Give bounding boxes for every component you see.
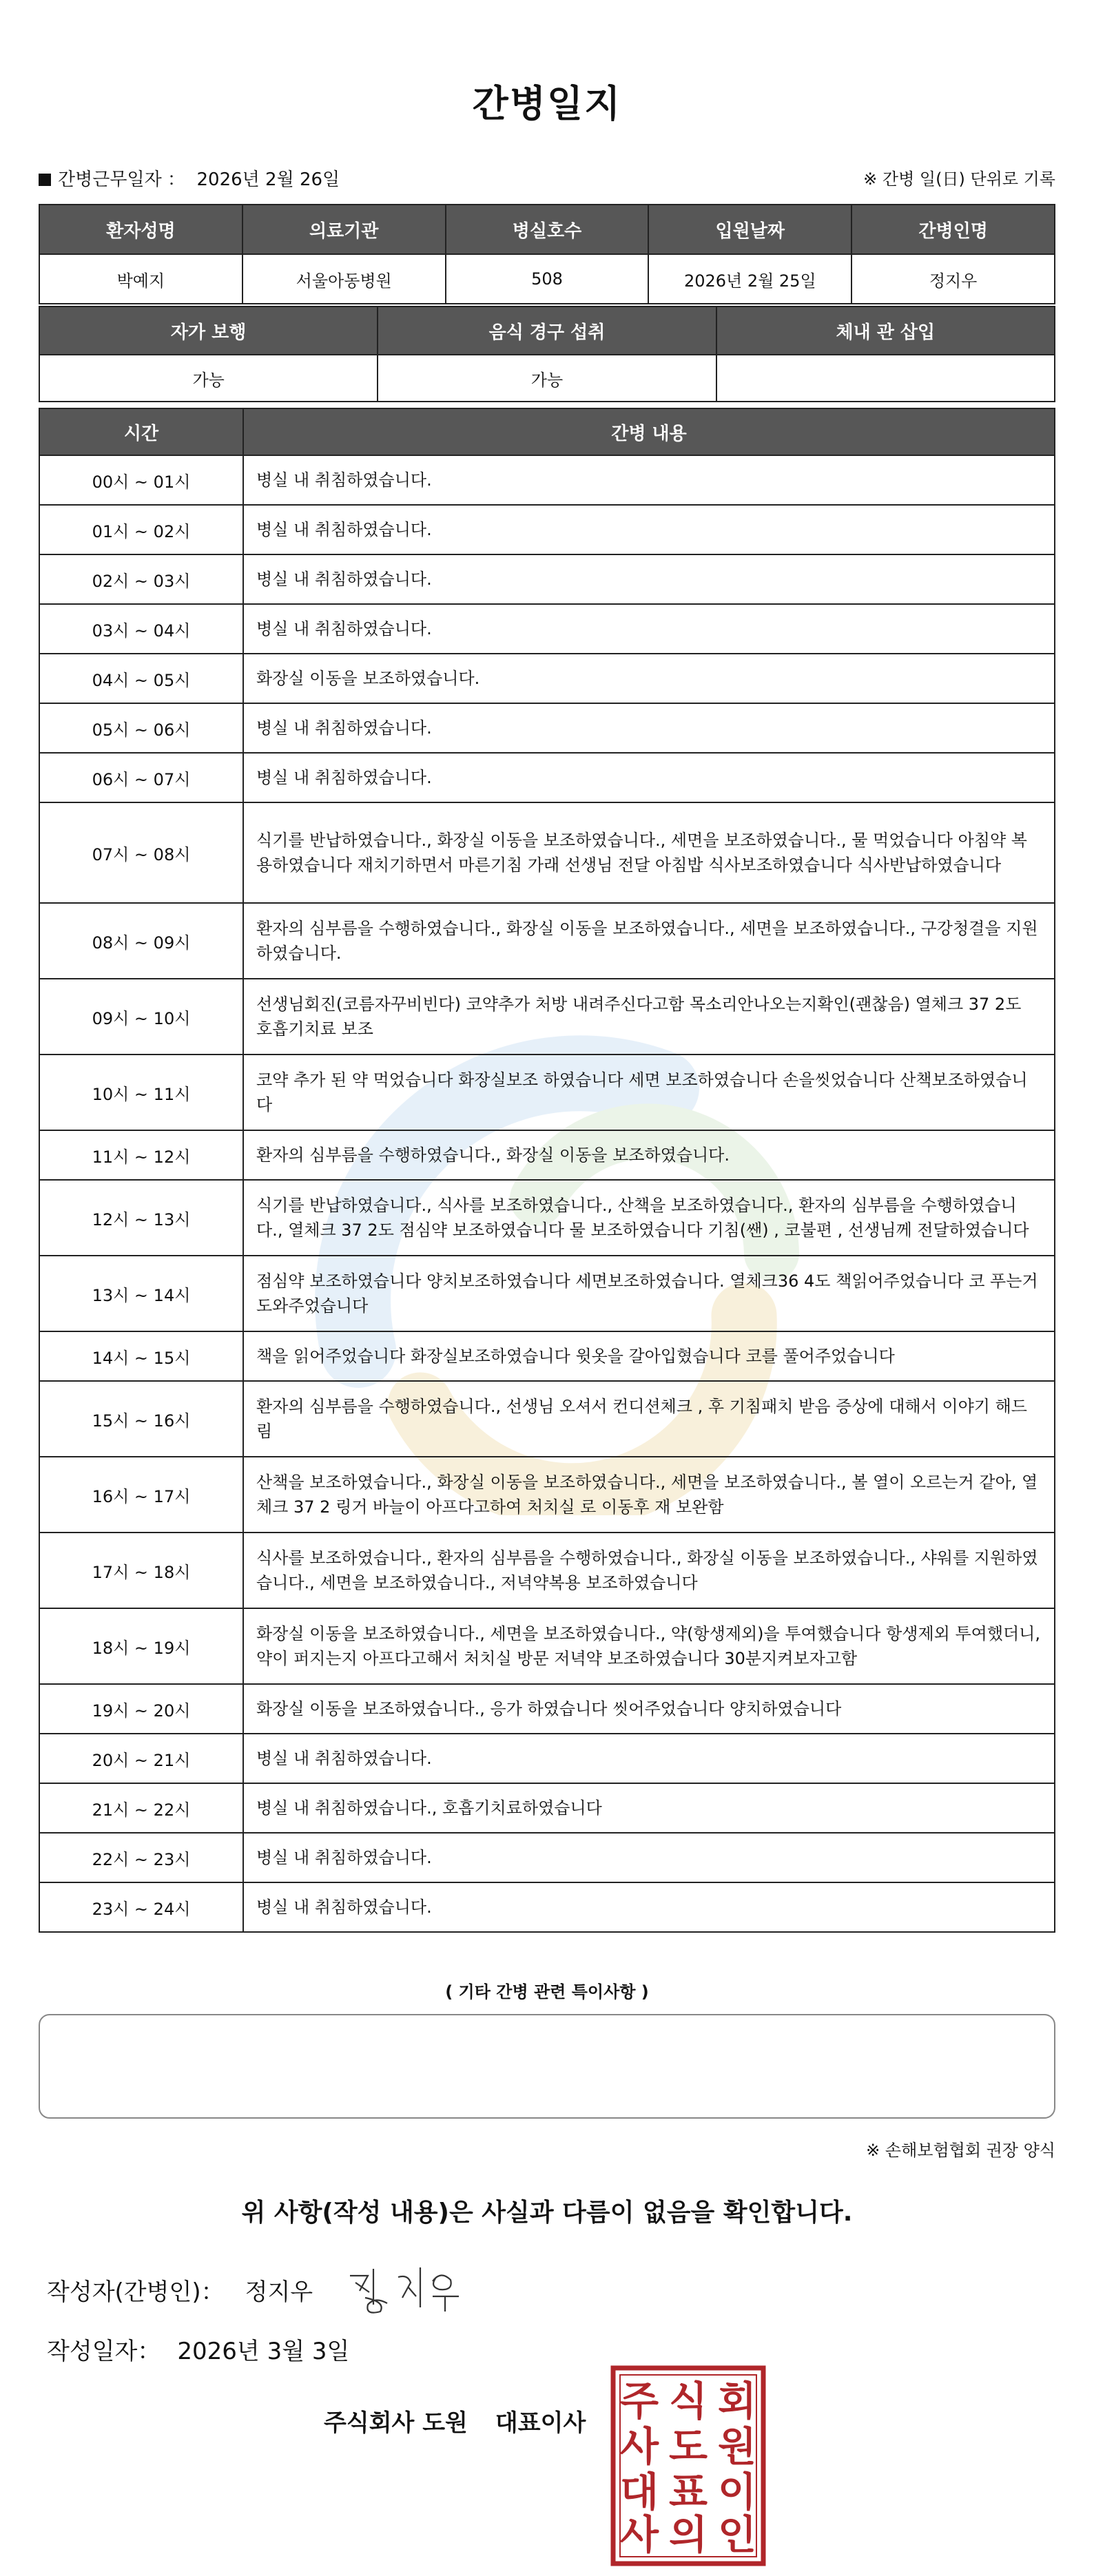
table-row: [39, 1331, 1055, 1381]
company-seal-stamp: [610, 2365, 766, 2566]
care-content: 병실 내 취침하였습니다.: [243, 703, 1055, 753]
table-row: [39, 903, 1055, 979]
representative-title: 대표이사: [495, 2409, 586, 2437]
status-header: 음식 경구 섭취: [378, 307, 716, 355]
info-header: 의료기관: [242, 205, 446, 254]
time-slot: 02시 ~ 03시: [39, 554, 243, 604]
svg-text:원: 원: [717, 2423, 757, 2470]
table-row: [39, 1734, 1055, 1783]
table-row: [39, 703, 1055, 753]
patient-info-table: [39, 204, 1055, 304]
table-row: [39, 505, 1055, 554]
table-row: [39, 1457, 1055, 1533]
tube-status: [716, 355, 1055, 402]
time-slot: 10시 ~ 11시: [39, 1055, 243, 1130]
time-slot: 14시 ~ 15시: [39, 1331, 243, 1381]
care-content: 점심약 보조하였습니다 양치보조하였습니다 세면보조하였습니다. 열체크36 4도 책읽어주었습니다 코 푸는거 도와주었습니다: [243, 1256, 1055, 1331]
writer-line: [47, 2273, 313, 2307]
table-row: [39, 1608, 1055, 1684]
care-content: 병실 내 취침하였습니다.: [243, 554, 1055, 604]
room-number: 508: [446, 254, 649, 304]
table-row: [39, 802, 1055, 903]
table-row: [39, 1055, 1055, 1130]
time-slot: 21시 ~ 22시: [39, 1783, 243, 1833]
time-slot: 00시 ~ 01시: [39, 455, 243, 505]
table-row: [39, 604, 1055, 654]
care-content: 환자의 심부름을 수행하였습니다., 화장실 이동을 보조하였습니다.: [243, 1130, 1055, 1180]
care-content: 병실 내 취침하였습니다.: [243, 1882, 1055, 1932]
table-row: [39, 654, 1055, 703]
table-row: [39, 1783, 1055, 1833]
time-slot: 20시 ~ 21시: [39, 1734, 243, 1783]
written-date-label: 작성일자：: [47, 2338, 161, 2365]
care-content: 병실 내 취침하였습니다.: [243, 1833, 1055, 1882]
patient-name: 박예지: [39, 254, 242, 304]
company-line: [324, 2404, 586, 2438]
svg-text:주: 주: [619, 2378, 659, 2424]
time-slot: 05시 ~ 06시: [39, 703, 243, 753]
time-slot: 23시 ~ 24시: [39, 1882, 243, 1932]
time-slot: 06시 ~ 07시: [39, 753, 243, 802]
care-content: 병실 내 취침하였습니다.: [243, 753, 1055, 802]
svg-text:표: 표: [668, 2469, 708, 2515]
work-date-label: 간병근무일자 ：: [58, 169, 185, 190]
table-row: [39, 1882, 1055, 1932]
table-row: [39, 1130, 1055, 1180]
care-content: 식기를 반납하였습니다., 화장실 이동을 보조하였습니다., 세면을 보조하였습니다., 물 먹었습니다 아침약 복용하였습니다 재치기하면서 마른기침 가래 선생님 전달 아침밥 식사보조하였습니다 식사반납하였습니다: [243, 802, 1055, 903]
info-header: 환자성명: [39, 205, 242, 254]
table-row: [39, 1381, 1055, 1457]
info-header: 간병인명: [852, 205, 1055, 254]
care-content: 산책을 보조하였습니다., 화장실 이동을 보조하였습니다., 세면을 보조하였습니다., 볼 열이 오르는거 같아, 열체크 37 2 링거 바늘이 아프다고하여 처치실 로 이동후 재 보완함: [243, 1457, 1055, 1533]
care-content: 화장실 이동을 보조하였습니다., 세면을 보조하였습니다., 약(항생제외)을 투여했습니다 항생제외 투여했더니, 약이 퍼지는지 아프다고해서 처치실 방문 저녁약 보조하였습니다 30분지켜보자고함: [243, 1608, 1055, 1684]
time-slot: 07시 ~ 08시: [39, 802, 243, 903]
time-slot: 08시 ~ 09시: [39, 903, 243, 979]
care-content: 병실 내 취침하였습니다.: [243, 1734, 1055, 1783]
square-bullet-icon: [39, 174, 51, 186]
hospital-name: 서울아동병원: [242, 254, 446, 304]
table-row: [39, 1684, 1055, 1734]
time-slot: 15시 ~ 16시: [39, 1381, 243, 1457]
time-slot: 04시 ~ 05시: [39, 654, 243, 703]
table-row: [39, 1833, 1055, 1882]
time-slot: 03시 ~ 04시: [39, 604, 243, 654]
time-slot: 09시 ~ 10시: [39, 979, 243, 1055]
time-slot: 19시 ~ 20시: [39, 1684, 243, 1734]
content-header: 간병 내용: [243, 408, 1055, 455]
table-row: [39, 753, 1055, 802]
writer-name: 정지우: [245, 2278, 313, 2306]
care-content: 병실 내 취침하였습니다.: [243, 455, 1055, 505]
confirm-statement: 위 사항(작성 내용)은 사실과 다름이 없음을 확인합니다.: [241, 2199, 853, 2227]
written-date: 2026년 3월 3일: [177, 2338, 350, 2365]
work-date-line: [39, 165, 340, 191]
other-notes-label: ( 기타 간병 관련 특이사항 ): [445, 1982, 649, 2002]
svg-text:이: 이: [717, 2469, 757, 2515]
table-row: [39, 554, 1055, 604]
care-content: 병실 내 취침하였습니다.: [243, 505, 1055, 554]
form-notice: ※ 손해보험협회 권장 양식: [866, 2141, 1055, 2160]
svg-text:회: 회: [717, 2378, 757, 2424]
svg-text:대: 대: [619, 2469, 659, 2515]
table-row: [39, 979, 1055, 1055]
work-date-value: 2026년 2월 26일: [196, 169, 340, 190]
patient-status-table: [39, 306, 1055, 402]
handwritten-signature: [344, 2262, 468, 2317]
time-slot: 13시 ~ 14시: [39, 1256, 243, 1331]
care-content: 식사를 보조하였습니다., 환자의 심부름을 수행하였습니다., 화장실 이동을 보조하였습니다., 샤워를 지원하였습니다., 세면을 보조하였습니다., 저녁약복용 보조하였습니다: [243, 1533, 1055, 1608]
time-slot: 18시 ~ 19시: [39, 1608, 243, 1684]
table-row: [39, 455, 1055, 505]
care-content: 화장실 이동을 보조하였습니다., 응가 하였습니다 씻어주었습니다 양치하였습니다: [243, 1684, 1055, 1734]
info-header: 입원날짜: [648, 205, 852, 254]
care-content: 화장실 이동을 보조하였습니다.: [243, 654, 1055, 703]
caregiver-name: 정지우: [852, 254, 1055, 304]
svg-text:인: 인: [717, 2511, 757, 2558]
care-content: 선생님회진(코름자꾸비빈다) 코약추가 처방 내려주신다고함 목소리안나오는지확인(괜찮음) 열체크 37 2도 호흡기치료 보조: [243, 979, 1055, 1055]
time-slot: 11시 ~ 12시: [39, 1130, 243, 1180]
care-content: 식기를 반납하였습니다., 식사를 보조하였습니다., 산책을 보조하였습니다., 환자의 심부름을 수행하였습니다., 열체크 37 2도 점심약 보조하였습니다 물 보조하였습니다 기침(쌘) , 코불편 , 선생님께 전달하였습니다: [243, 1180, 1055, 1256]
care-content: 병실 내 취침하였습니다.: [243, 604, 1055, 654]
table-row: [39, 1533, 1055, 1608]
time-slot: 12시 ~ 13시: [39, 1180, 243, 1256]
svg-text:사: 사: [619, 2511, 659, 2558]
time-slot: 16시 ~ 17시: [39, 1457, 243, 1533]
walking-status: 가능: [39, 355, 378, 402]
svg-text:사: 사: [619, 2423, 659, 2470]
time-slot: 17시 ~ 18시: [39, 1533, 243, 1608]
time-slot: 22시 ~ 23시: [39, 1833, 243, 1882]
oral-intake-status: 가능: [378, 355, 716, 402]
table-row: [39, 1180, 1055, 1256]
care-log-table: [39, 408, 1055, 1933]
written-date-line: [47, 2332, 349, 2366]
document-title: 간병일지: [472, 82, 622, 125]
care-content: 코약 추가 된 약 먹었습니다 화장실보조 하였습니다 세면 보조하였습니다 손을씻었습니다 산책보조하였습니다: [243, 1055, 1055, 1130]
other-notes-box: [39, 2014, 1055, 2119]
care-content: 병실 내 취침하였습니다., 호흡기치료하였습니다: [243, 1783, 1055, 1833]
company-name: 주식회사 도원: [324, 2409, 468, 2437]
admission-date: 2026년 2월 25일: [648, 254, 852, 304]
care-content: 책을 읽어주었습니다 화장실보조하였습니다 윗옷을 갈아입혔습니다 코를 풀어주었습니다: [243, 1331, 1055, 1381]
unit-note: ※ 간병 일(日) 단위로 기록: [863, 169, 1055, 189]
table-row: [39, 1256, 1055, 1331]
svg-text:도: 도: [668, 2423, 708, 2470]
info-header: 병실호수: [446, 205, 649, 254]
svg-text:식: 식: [668, 2378, 708, 2424]
time-slot: 01시 ~ 02시: [39, 505, 243, 554]
care-content: 환자의 심부름을 수행하였습니다., 화장실 이동을 보조하였습니다., 세면을 보조하였습니다., 구강청결을 지원하였습니다.: [243, 903, 1055, 979]
time-header: 시간: [39, 408, 243, 455]
care-content: 환자의 심부름을 수행하였습니다., 선생님 오셔서 컨디션체크 , 후 기침패치 받음 증상에 대해서 이야기 해드림: [243, 1381, 1055, 1457]
writer-label: 작성자(간병인)：: [47, 2278, 225, 2306]
svg-text:의: 의: [668, 2511, 708, 2558]
status-header: 자가 보행: [39, 307, 378, 355]
status-header: 체내 관 삽입: [716, 307, 1055, 355]
